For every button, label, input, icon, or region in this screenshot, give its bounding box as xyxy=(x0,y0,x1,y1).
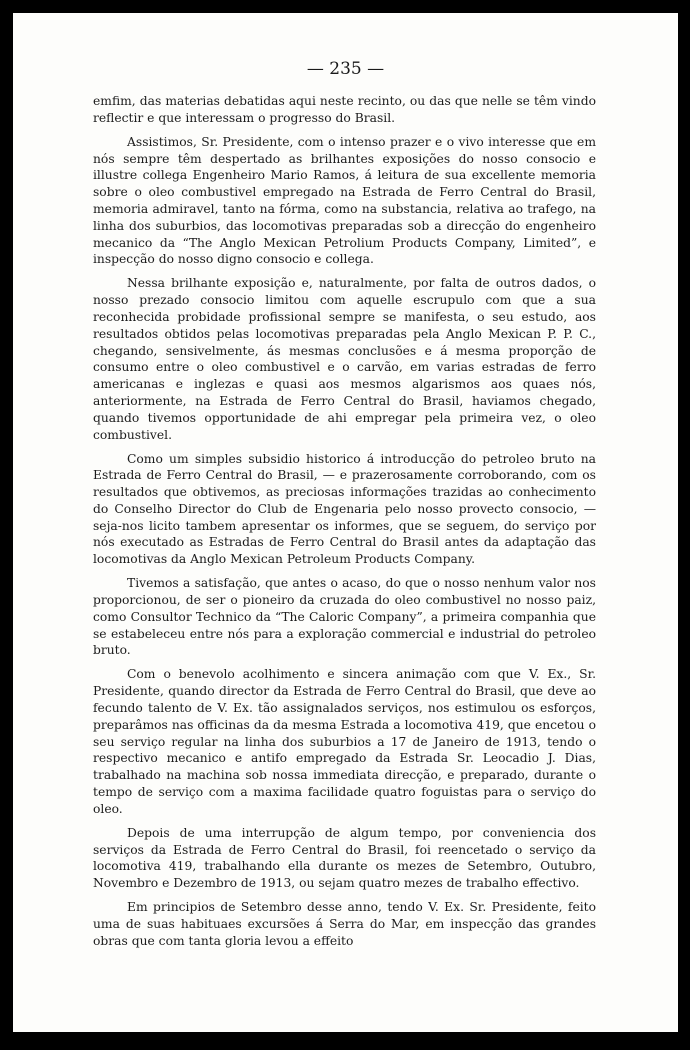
paragraph-2: Assistimos, Sr. Presidente, com o intenso prazer e o vivo interesse que em nós sempre têm despertado as brilhantes exposições do nosso consocio e illustre collega Engenheiro Mario Ramos, á leitura de sua excellente memoria sobre o oleo combustivel empregado na Estrada de Ferro Central do Brasil, memoria admiravel, tanto na fórma, como na substancia, relativa ao trafego, na linha dos suburbios, das locomotivas preparadas sob a direcção do engenheiro mecanico da “The Anglo Mexican Petrolium Products Company, Limited”, e inspecção do nosso digno consocio e collega. xyxy=(93,134,596,267)
paragraph-3: Nessa brilhante exposição e, naturalmente, por falta de outros dados, o nosso prezado consocio limitou com aquelle escrupulo com que a sua reconhecida probidade profissional sempre se manifesta, o seu estudo, aos resultados obtidos pelas locomotivas preparadas pela Anglo Mexican P. P. C., chegando, sensivelmente, ás mesmas conclusões e á mesma proporção de consumo entre o oleo combustivel e o carvão, em varias estradas de ferro americanas e inglezas e quasi aos mesmos algarismos aos quaes nós, anteriormente, na Estrada de Ferro Central do Brasil, haviamos chegado, quando tivemos opportunidade de ahi empregar pela primeira vez, o oleo combustivel. xyxy=(93,276,596,442)
paragraph-1: emfim, das materias debatidas aqui neste recinto, ou das que nelle se têm vindo reflectir e que interessam o progresso do Brasil. xyxy=(93,94,596,125)
paragraph-7: Depois de uma interrupção de algum tempo, por conveniencia dos serviços da Estrada de Ferro Central do Brasil, foi reencetado o serviço da locomotiva 419, trabalhando ella durante os mezes de Setembro, Outubro, Novembro e Dezembro de 1913, ou sejam quatro mezes de trabalho effectivo. xyxy=(93,825,596,891)
paragraph-6: Com o benevolo acolhimento e sincera animação com que V. Ex., Sr. Presidente, quando director da Estrada de Ferro Central do Brasil, que deve ao fecundo talento de V. Ex. tão assignalados serviços, nos estimulou os esforços, preparâmos nas officinas da da mesma Estrada a locomotiva 419, que encetou o seu serviço regular na linha dos suburbios a 17 de Janeiro de 1913, tendo o respectivo mecanico e antifo empregado da Estrada Sr. Leocadio J. Dias, trabalhado na machina sob nossa immediata direcção, e preparado, durante o tempo de serviço com a maxima facilidade quatro foguistas para o serviço do oleo. xyxy=(93,667,596,816)
document-page xyxy=(13,13,678,1032)
page-number: — 235 — xyxy=(306,59,385,79)
paragraph-4: Como um simples subsidio historico á introducção do petroleo bruto na Estrada de Ferro Central do Brasil, — e prazerosamente corroborando, com os resultados que obtivemos, as preciosas informações trazidas ao conhecimento do Conselho Director do Club de Engenaria pelo nosso provecto consocio, — seja-nos licito tambem apresentar os informes, que se seguem, do serviço por nós executado as Estradas de Ferro Central do Brasil antes da adaptação das locomotivas da Anglo Mexican Petroleum Products Company. xyxy=(93,451,596,567)
paragraph-8: Em principios de Setembro desse anno, tendo V. Ex. Sr. Presidente, feito uma de suas habituaes excursões á Serra do Mar, em inspecção das grandes obras que com tanta gloria levou a effeito xyxy=(93,900,596,948)
body-text xyxy=(93,93,596,957)
paragraph-5: Tivemos a satisfação, que antes o acaso, do que o nosso nenhum valor nos proporcionou, de ser o pioneiro da cruzada do oleo combustivel no nosso paiz, como Consultor Technico da “The Caloric Company”, a primeira companhia que se estabeleceu entre nós para a exploração commercial e industrial do petroleo bruto. xyxy=(93,576,596,658)
